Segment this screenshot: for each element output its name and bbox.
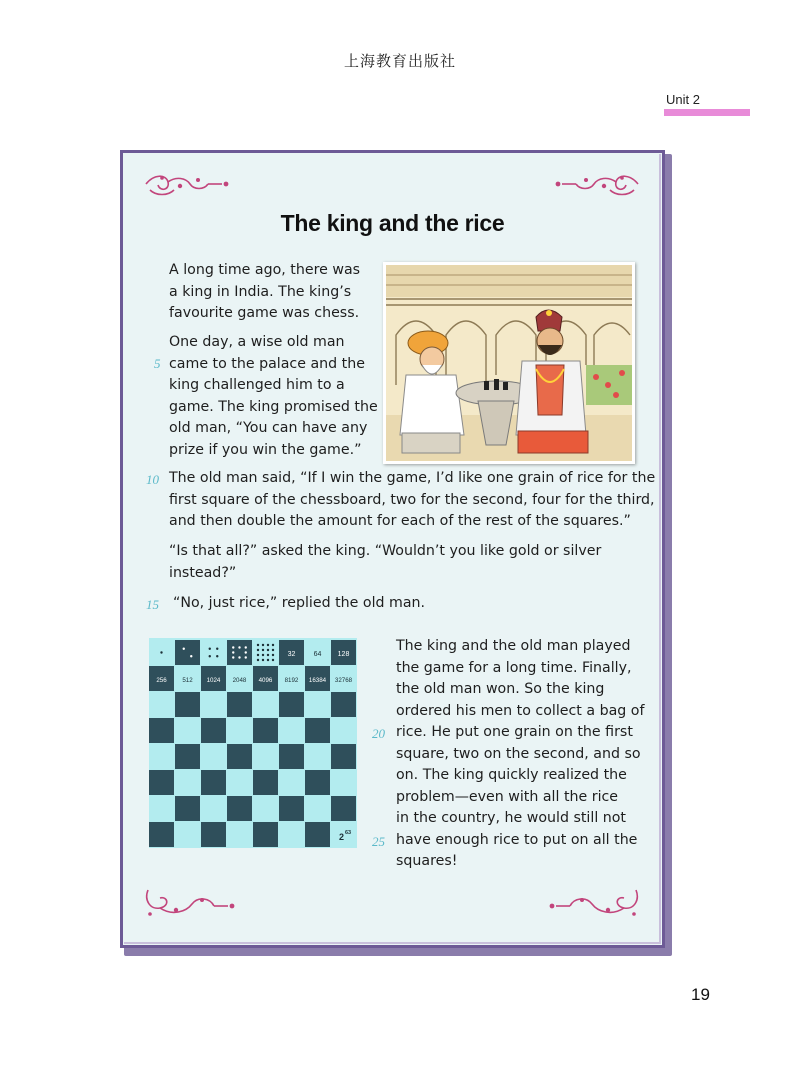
paragraph-3 <box>169 468 655 533</box>
text-line: rice. He put one grain on the first <box>396 724 633 740</box>
text-line: ordered his men to collect a bag of <box>396 702 645 719</box>
chess-square <box>331 770 356 795</box>
line-number-10: 10 <box>146 472 159 487</box>
rice-grain <box>232 646 234 648</box>
chessboard-diagram <box>149 638 357 848</box>
text-line: “No, just rice,” replied the old man. <box>173 595 426 611</box>
text-line: a king in India. The king’s <box>169 283 352 300</box>
rice-grain <box>267 654 269 656</box>
chess-square <box>305 822 330 847</box>
rice-grain <box>257 654 259 656</box>
text-line: favourite game was chess. <box>169 305 360 321</box>
chess-square <box>201 744 226 769</box>
chess-square <box>227 692 252 717</box>
rice-grain <box>232 651 234 653</box>
chess-square <box>201 770 226 795</box>
chess-square <box>175 770 200 795</box>
publisher-name: 上海教育出版社 <box>343 52 456 70</box>
chess-square <box>227 640 252 665</box>
rice-grain <box>190 655 192 657</box>
square-value-label: 4096 <box>258 677 273 684</box>
square-value-label: 1024 <box>206 677 221 684</box>
square-value-label: 256 <box>156 677 167 684</box>
line-number-5: 5 <box>154 356 161 371</box>
text-line: One day, a wise old man <box>169 334 345 350</box>
chess-square <box>279 770 304 795</box>
rice-grain <box>238 656 240 658</box>
chess-square <box>175 796 200 821</box>
chess-square <box>253 796 278 821</box>
chess-square <box>279 744 304 769</box>
line-number-15: 15 <box>146 597 159 612</box>
rice-grain <box>216 648 218 650</box>
rice-grain <box>262 649 264 651</box>
rice-grain <box>209 648 211 650</box>
chess-square <box>149 718 174 743</box>
text-line: king challenged him to a <box>169 377 345 393</box>
chess-square <box>227 718 252 743</box>
text-line: and then double the amount for each of the rest of the squares.” <box>169 513 631 529</box>
unit-label: Unit 2 <box>666 92 700 107</box>
text-line: came to the palace and the <box>169 355 365 372</box>
square-value-label: 512 <box>182 677 193 684</box>
chess-square <box>201 718 226 743</box>
rice-grain <box>272 654 274 656</box>
illustration-drawing <box>386 265 632 461</box>
rice-grain <box>232 656 234 658</box>
rice-grain <box>245 646 247 648</box>
square-value-label: 32 <box>287 651 296 658</box>
text-line: first square of the chessboard, two for the second, four for the third, <box>169 491 655 508</box>
rice-grain <box>267 659 269 661</box>
chess-square <box>201 822 226 847</box>
rice-grain <box>262 654 264 656</box>
chess-square <box>149 770 174 795</box>
chess-square <box>305 744 330 769</box>
chess-square <box>175 718 200 743</box>
chess-square <box>175 822 200 847</box>
paragraph-2 <box>169 332 378 461</box>
last-square-exponent: 63 <box>345 830 352 836</box>
chess-square <box>279 822 304 847</box>
rice-grain <box>183 648 185 650</box>
chess-square <box>279 796 304 821</box>
rice-grain <box>262 644 264 646</box>
text-line: prize if you win the game.” <box>169 441 362 458</box>
text-line: The old man said, “If I win the game, I’d like one grain of rice for the <box>169 470 656 486</box>
story-title: The king and the rice <box>280 210 505 236</box>
square-value-label: 2048 <box>232 677 247 684</box>
rice-grain <box>245 651 247 653</box>
square-value-label: 8192 <box>284 677 299 684</box>
chess-square <box>279 718 304 743</box>
chess-square <box>253 718 278 743</box>
king-chess-illustration <box>383 262 635 464</box>
chess-square <box>253 692 278 717</box>
chess-square <box>331 692 356 717</box>
chess-square <box>227 744 252 769</box>
text-line: instead?” <box>169 564 237 581</box>
chess-square <box>149 744 174 769</box>
unit-bar <box>664 109 750 116</box>
square-value-label: 16384 <box>308 677 327 684</box>
bottom-ornament <box>142 886 642 920</box>
rice-grain <box>245 656 247 658</box>
square-value-label: 64 <box>313 651 322 658</box>
chess-square <box>305 770 330 795</box>
last-square-base: 2 <box>339 832 345 842</box>
chess-square <box>253 744 278 769</box>
chess-square <box>331 744 356 769</box>
chess-square <box>175 744 200 769</box>
chess-square <box>305 692 330 717</box>
square-value-label: 128 <box>337 651 350 658</box>
rice-grain <box>267 644 269 646</box>
text-line: game. The king promised the <box>169 398 378 415</box>
chess-square <box>175 640 200 665</box>
chess-square <box>227 796 252 821</box>
chess-square <box>175 692 200 717</box>
chess-square <box>201 796 226 821</box>
text-line: have enough rice to put on all the <box>396 831 638 848</box>
chess-square <box>149 796 174 821</box>
rice-grain <box>272 659 274 661</box>
paragraph-1 <box>169 260 360 325</box>
chess-square <box>331 718 356 743</box>
rice-grain <box>257 649 259 651</box>
text-line: on. The king quickly realized the <box>396 767 627 783</box>
rice-grain <box>209 655 211 657</box>
text-line: squares! <box>396 853 458 869</box>
rice-grain <box>160 651 162 653</box>
rice-grain <box>257 644 259 646</box>
chess-square <box>253 770 278 795</box>
text-line: the game for a long time. Finally, <box>396 659 632 676</box>
chess-square <box>227 822 252 847</box>
chess-square <box>331 796 356 821</box>
rice-grain <box>262 659 264 661</box>
rice-grain <box>257 659 259 661</box>
rice-grain <box>272 649 274 651</box>
chess-square <box>201 692 226 717</box>
paragraph-5 <box>173 593 425 615</box>
text-line: the old man won. So the king <box>396 681 605 697</box>
text-line: The king and the old man played <box>396 638 631 654</box>
text-line: problem—even with all the rice <box>396 788 619 805</box>
rice-grain <box>238 646 240 648</box>
chess-square <box>279 692 304 717</box>
chess-square <box>227 770 252 795</box>
rice-grain <box>267 649 269 651</box>
chess-square <box>305 718 330 743</box>
unit-tab <box>664 92 750 116</box>
square-value-label: 32768 <box>334 677 353 684</box>
chess-square <box>253 640 278 665</box>
paragraph-6 <box>396 636 644 873</box>
rice-grain <box>272 644 274 646</box>
chess-square <box>253 822 278 847</box>
line-number-20: 20 <box>372 726 385 741</box>
paragraph-4 <box>169 541 601 584</box>
text-line: A long time ago, there was <box>169 262 361 278</box>
text-line: “Is that all?” asked the king. “Wouldn’t you like gold or silver <box>169 543 602 559</box>
chessboard-grid <box>149 638 357 848</box>
chess-square <box>201 640 226 665</box>
chess-square <box>149 822 174 847</box>
line-number-25: 25 <box>372 834 385 849</box>
page-number: 19 <box>691 985 710 1004</box>
text-line: square, two on the second, and so <box>396 745 641 762</box>
text-line: in the country, he would still not <box>396 810 626 826</box>
text-line: old man, “You can have any <box>169 420 368 436</box>
rice-grain <box>216 655 218 657</box>
chess-square <box>149 692 174 717</box>
top-ornament <box>142 172 642 198</box>
chess-square <box>305 796 330 821</box>
